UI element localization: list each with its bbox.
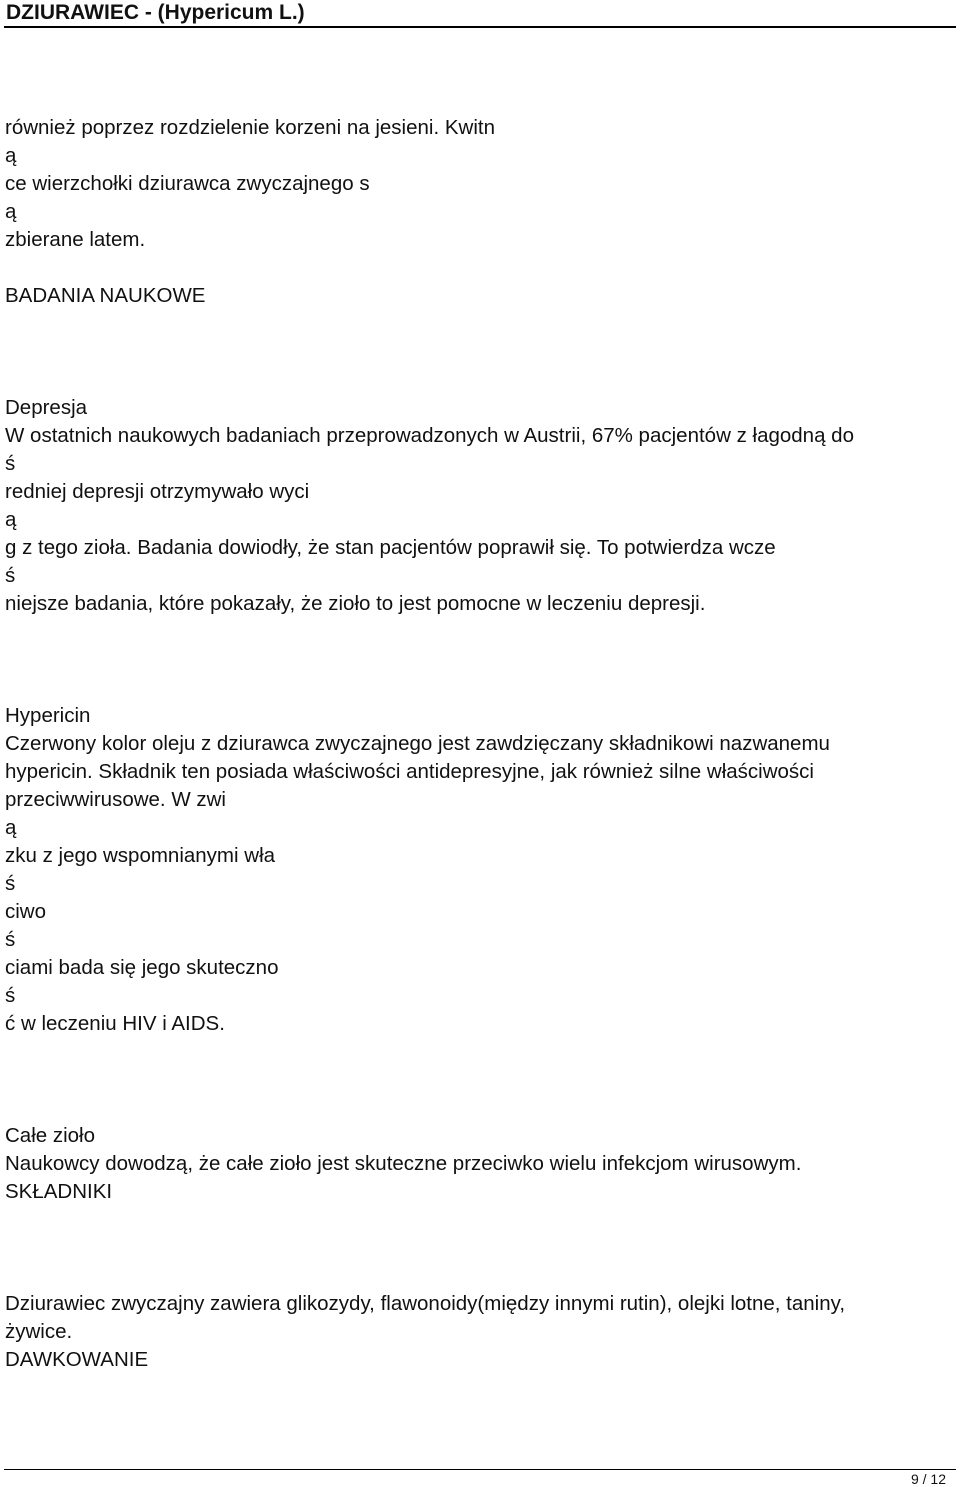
text-line: również poprzez rozdzielenie korzeni na jesieni. Kwitn bbox=[5, 116, 495, 139]
text-line: redniej depresji otrzymywało wyci bbox=[5, 480, 310, 503]
section-heading: BADANIA NAUKOWE bbox=[5, 284, 206, 307]
subsection-heading: Hypericin bbox=[5, 704, 91, 727]
text-line: ą bbox=[5, 816, 17, 839]
text-line: zku z jego wspomnianymi wła bbox=[5, 844, 276, 867]
text-line: żywice. bbox=[5, 1320, 73, 1343]
footer-divider bbox=[4, 1469, 956, 1470]
header-divider bbox=[4, 26, 956, 28]
text-line: ś bbox=[5, 984, 16, 1007]
section-heading: DAWKOWANIE bbox=[5, 1348, 149, 1371]
text-line: przeciwwirusowe. W zwi bbox=[5, 788, 226, 811]
subsection-heading: Całe zioło bbox=[5, 1124, 96, 1147]
section-heading: SKŁADNIKI bbox=[5, 1180, 113, 1203]
text-line: Czerwony kolor oleju z dziurawca zwyczajnego jest zawdzięczany składnikowi nazwanemu bbox=[5, 732, 830, 755]
text-line: ą bbox=[5, 144, 17, 167]
text-line: ś bbox=[5, 564, 16, 587]
subsection-heading: Depresja bbox=[5, 396, 88, 419]
text-line: niejsze badania, które pokazały, że zioło to jest pomocne w leczeniu depresji. bbox=[5, 592, 706, 615]
text-line: hypericin. Składnik ten posiada właściwości antidepresyjne, jak również silne właściwości bbox=[5, 760, 814, 783]
text-line: Dziurawiec zwyczajny zawiera glikozydy, flawonoidy(między innymi rutin), olejki lotne, taniny, bbox=[5, 1292, 846, 1315]
page-number: 9 / 12 bbox=[910, 1471, 946, 1487]
text-line: ciami bada się jego skuteczno bbox=[5, 956, 279, 979]
text-line: zbierane latem. bbox=[5, 228, 146, 251]
text-line: ś bbox=[5, 452, 16, 475]
text-line: W ostatnich naukowych badaniach przeprowadzonych w Austrii, 67% pacjentów z łagodną do bbox=[5, 424, 854, 447]
document-title: DZIURAWIEC - (Hypericum L.) bbox=[6, 1, 305, 24]
text-line: ą bbox=[5, 200, 17, 223]
text-line: ciwo bbox=[5, 900, 47, 923]
text-line: ś bbox=[5, 928, 16, 951]
text-line: g z tego zioła. Badania dowiodły, że stan pacjentów poprawił się. To potwierdza wcze bbox=[5, 536, 776, 559]
text-line: Naukowcy dowodzą, że całe zioło jest skuteczne przeciwko wielu infekcjom wirusowym. bbox=[5, 1152, 802, 1175]
text-line: ą bbox=[5, 508, 17, 531]
text-line: ś bbox=[5, 872, 16, 895]
text-line: ce wierzchołki dziurawca zwyczajnego s bbox=[5, 172, 370, 195]
text-line: ć w leczeniu HIV i AIDS. bbox=[5, 1012, 225, 1035]
